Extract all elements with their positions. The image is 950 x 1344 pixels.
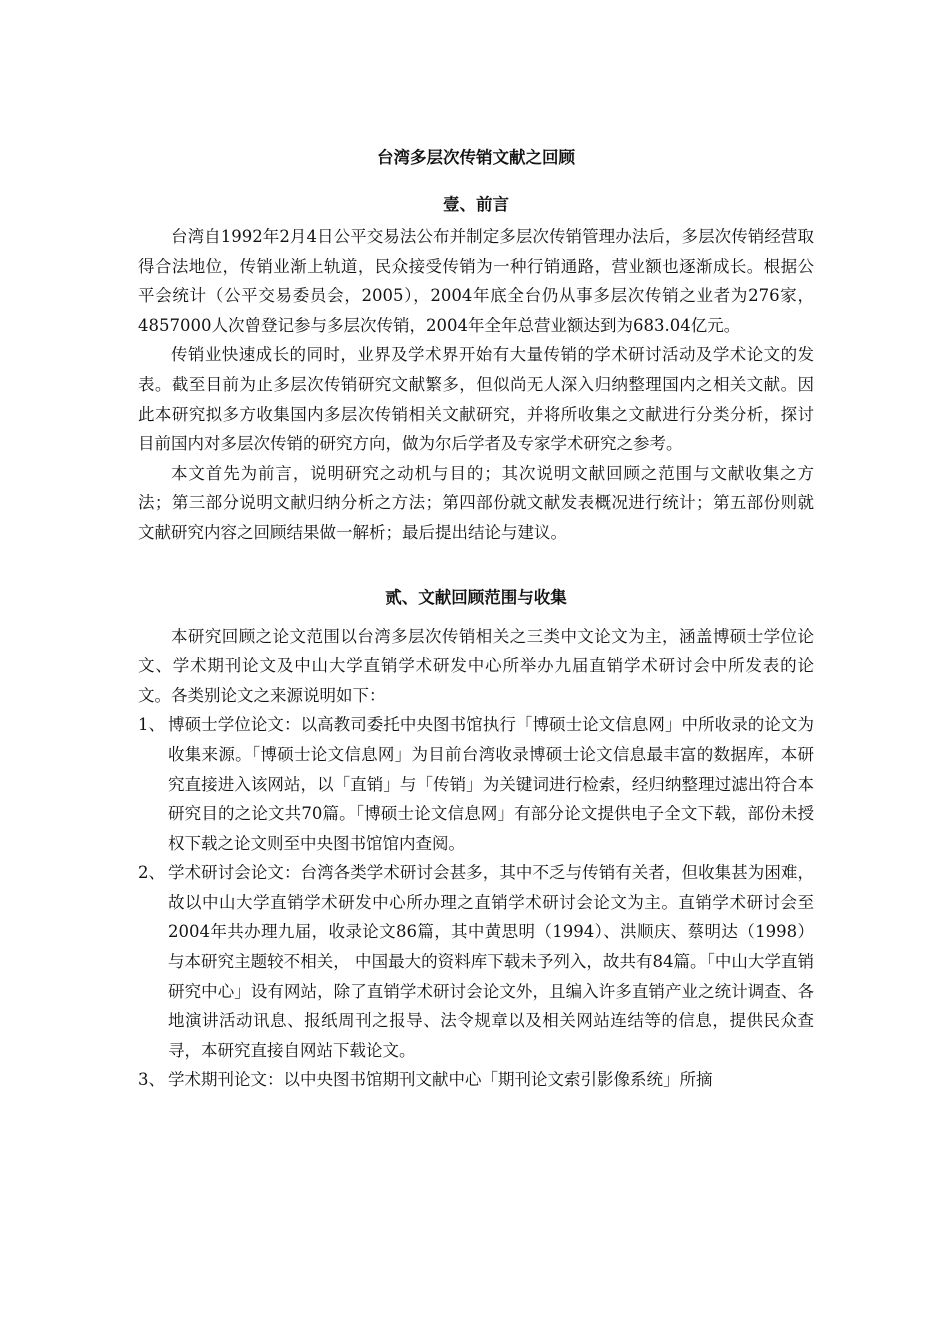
list-item-number: 2、	[138, 863, 165, 883]
section1-paragraph-1: 台湾自1992年2月4日公平交易法公布并制定多层次传销管理办法后，多层次传销经营取得合法地位，传销业渐上轨道，民众接受传销为一种行销通路，营业额也逐渐成长。根据公平会统计（公平交易委员会，2005），2004年底全台仍从事多层次传销之业者为276家，4857000人次曾登记参与多层次传销，2004年全年总营业额达到为683.04亿元。	[138, 227, 814, 335]
section2-intro: 本研究回顾之论文范围以台湾多层次传销相关之三类中文论文为主，涵盖博硕士学位论文、学术期刊论文及中山大学直销学术研发中心所举办九届直销学术研讨会中所发表的论文。各类别论文之来源说明如下：	[138, 626, 814, 705]
list-item-text: 学术期刊论文：以中央图书馆期刊文献中心「期刊论文索引影像系统」所摘	[168, 1070, 713, 1090]
section1-paragraph-2: 传销业快速成长的同时，业界及学术界开始有大量传销的学术研讨活动及学术论文的发表。截至目前为止多层次传销研究文献繁多，但似尚无人深入归纳整理国内之相关文献。因此本研究拟多方收集国内多层次传销相关文献研究，并将所收集之文献进行分类分析，探讨目前国内对多层次传销的研究方向，做为尔后学者及专家学术研究之参考。	[138, 345, 814, 454]
source-list	[138, 710, 814, 1095]
list-item	[138, 1065, 814, 1095]
list-item	[138, 710, 814, 858]
list-item-text: 博硕士学位论文：以高教司委托中央图书馆执行「博硕士论文信息网」中所收录的论文为收集来源。「博硕士论文信息网」为目前台湾收录博硕士论文信息最丰富的数据库，本研究直接进入该网站，以「直销」与「传销」为关键词进行检索，经归纳整理过滤出符合本研究目的之论文共70篇。「博硕士论文信息网」有部分论文提供电子全文下载，部份未授权下载之论文则至中央图书馆馆内查阅。	[168, 715, 814, 853]
document-page	[138, 144, 814, 1095]
section1-heading: 壹、前言	[443, 195, 509, 214]
list-item-number: 1、	[138, 715, 165, 735]
list-item	[138, 858, 814, 1065]
list-item-number: 3、	[138, 1070, 165, 1090]
document-title: 台湾多层次传销文献之回顾	[377, 148, 575, 167]
list-item-text: 学术研讨会论文：台湾各类学术研讨会甚多，其中不乏与传销有关者，但收集甚为困难，故以中山大学直销学术研发中心所办理之直销学术研讨会论文为主。直销学术研讨会至2004年共办理九届，收录论文86篇，其中黄思明（1994）、洪顺庆、蔡明达（1998）与本研究主题较不相关， 中国最大的资料库下载未予列入，故共有84篇。「中山大学直销研究中心」设有网站，除了直销学术研讨会论文外，且编入许多直销产业之统计调查、各地演讲活动讯息、报纸周刊之报导、法令规章以及相关网站连结等的信息，提供民众查寻，本研究直接自网站下载论文。	[168, 863, 814, 1060]
section1-paragraph-3: 本文首先为前言，说明研究之动机与目的；其次说明文献回顾之范围与文献收集之方法；第三部分说明文献归纳分析之方法；第四部份就文献发表概况进行统计；第五部份则就文献研究内容之回顾结果做一解析；最后提出结论与建议。	[138, 463, 814, 542]
section2-heading: 贰、文献回顾范围与收集	[385, 587, 567, 607]
